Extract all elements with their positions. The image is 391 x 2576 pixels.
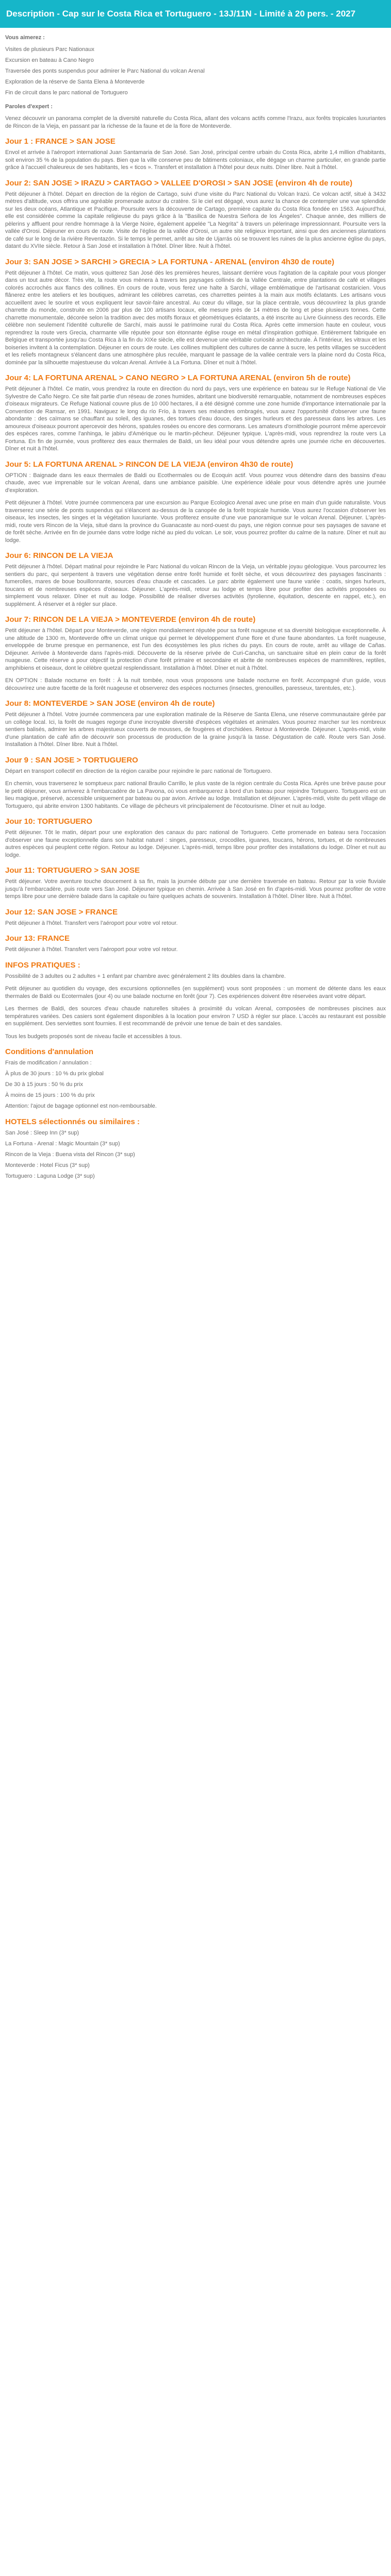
day-paragraph: Petit déjeuner à l'hôtel. Votre journée commencera par une excursion au Parque Ecologico Arenal avec une prise en main d'un guide naturaliste. Vous traverserez une série de ponts suspendus qui s'élancent au-dessus de la canopée de la forêt tropicale humide. Vous aurez l'occasion d'observer les oiseaux, les insectes, les singes et la végétation luxuriante. Vous profiterez ensuite d'une vue panoramique sur le volcan Arenal. Déjeuner. L'après-midi, route vers Rincon de la Vieja, situé dans la province du Guanacaste au nord-ouest du pays, une région connue pour ses paysages de savane et de forêt sèche. Arrivée en fin de journée dans votre lodge niché au pied du volcan. Le soir, vous pourrez profiter du calme de la nature. Dîner et nuit au lodge. bbox=[5, 500, 386, 544]
day-paragraph: Petit déjeuner à l'hôtel. Votre journée commencera par une exploration matinale de la Réserve de Santa Elena, une réserve communautaire gérée par un collège local. Ici, la forêt de nuages regorge d'une incroyable diversité d'espèces végétales et animales. Vous pourrez marcher sur les nombreux sentiers balisés, admirer les arbres majestueux couverts de mousses, de fougères et d'orchidées. Retour à Monteverde. Déjeuner. L'après-midi, visite d'une plantation de café afin de découvrir son processus de production de la graine jusqu'à la tasse. Dégustation de café. Route vers San José. Installation à l'hôtel. Dîner libre. Nuit à l'hôtel. bbox=[5, 711, 386, 748]
conditions-list bbox=[5, 1059, 386, 1110]
infos-title: INFOS PRATIQUES : bbox=[5, 960, 80, 970]
intro-heading: Vous aimerez : bbox=[5, 35, 45, 41]
day-title: Jour 11: TORTUGUERO > SAN JOSE bbox=[5, 866, 140, 875]
day-title: Jour 9 : SAN JOSE > TORTUGUERO bbox=[5, 755, 138, 765]
hotels-title: HOTELS sélectionnés ou similaires : bbox=[5, 1117, 140, 1126]
intro-bullet: Fin de circuit dans le parc national de Tortuguero bbox=[5, 90, 128, 96]
day-title: Jour 13: FRANCE bbox=[5, 934, 70, 943]
day-paragraph: Petit déjeuner à l'hôtel. Ce matin, vous prendrez la route en direction du nord du pays, vers une expérience en bateau sur le Refuge National de Vie Sylvestre de Caño Negro. Ce site fait partie d'un réseau de zones humides, abritant une biodiversité remarquable, notamment de nombreuses espèces d'oiseaux migrateurs. Ce Refuge National couvre plus de 10 000 hectares, il a été désigné comme une zone humide d'importance internationale par la Convention de Ramsar, en 1991. Naviguez le long du río Frío, à travers ses méandres ombragés, vous aurez l'opportunité d'observer une faune abondante : des caïmans se chauffant au soleil, des iguanes, des tortues d'eau douce, des singes hurleurs et des paresseux dans les arbres. Les amoureux d'oiseaux pourront apercevoir des hérons, spatules rosées ou encore des cormorans. Les amateurs d'ornithologie pourront même apercevoir des espèces rares, comme l'anhinga, le jabiru d'Amérique ou le martin-pêcheur. Déjeuner typique. L'après-midi, vous reprendrez la route vers La Fortuna. En fin de journée, vous profiterez des eaux thermales de Baldi, un lieu idéal pour vous détendre après une journée riche en découvertes. Dîner et nuit à l'hôtel. bbox=[5, 386, 386, 452]
day-paragraph: Petit déjeuner. Tôt le matin, départ pour une exploration des canaux du parc national de Tortuguero. Cette promenade en bateau sera l'occasion d'observer une faune exceptionnelle dans son habitat naturel : singes, paresseux, crocodiles, iguanes, toucans, hérons, tortues, et de nombreuses autres espèces qui peuplent cette région. Retour au lodge. Déjeuner. L'après-midi, temps libre pour profiter des installations du lodge. Dîner et nuit au lodge. bbox=[5, 829, 386, 858]
day-paragraph: OPTION : Baignade dans les eaux thermales de Baldi ou Ecothermales ou de Ecoquin actif. Vous pourrez vous détendre dans des bassins d'eau chaude, avec vue imprenable sur le volcan Arenal, dans une ambiance paisible. Une expérience idéale pour vous détendre après une journée d'exploration. bbox=[5, 472, 386, 494]
hotels-list bbox=[5, 1129, 386, 1180]
hotel-line: Monteverde : Hotel Ficus (3* sup) bbox=[5, 1162, 90, 1168]
infos-paragraph: Les thermes de Baldi, des sources d'eau chaude naturelles situées à proximité du volcan Arenal, composées de nombreuses piscines aux températures variées. Des casiers sont également disponibles à la location pour environ 7 USD à régler sur place. L'accès au restaurant est possible en supplément. Des serviettes sont fournies. Il est recommandé de prévoir une tenue de bain et des sandales. bbox=[5, 1006, 386, 1027]
day-paragraph: Petit déjeuner à l'hôtel. Départ matinal pour rejoindre le Parc National du volcan Rincon de la Vieja, un véritable joyau géologique. Vous parcourrez les sentiers du parc, qui serpentent à travers une végétation dense entre forêt humide et forêt sèche, et vous découvrirez des paysages fascinants : fumerolles, mares de boue bouillonnante, sources d'eau chaude et cascades. Le parc abrite également une faune variée : coatis, singes hurleurs, toucans et de nombreuses espèces d'oiseaux. Déjeuner. L'après-midi, retour au lodge et temps libre pour profiter des activités proposées ou simplement vous relaxer. Dîner et nuit au lodge. Possibilité de réaliser diverses activités (tyrolienne, équitation, descente en rappel, etc.), en supplément. À réserver et à régler sur place. bbox=[5, 564, 386, 607]
day-paragraph: En chemin, vous traverserez le somptueux parc national Braulio Carrillo, le plus vaste de la région centrale du Costa Rica. Après une brève pause pour le petit déjeuner, vous arriverez à l'embarcadère de La Pavona, où vous embarquerez à bord d'un bateau pour rejoindre Tortuguero. Tortuguero est un lieu magique, préservé, accessible uniquement par bateau ou par avion. Arrivée au lodge. Installation et déjeuner. L'après-midi, visite du petit village de Tortuguero, qui abrite environ 1300 habitants. Ce village de pêcheurs vit principalement de l'écotourisme. Dîner et nuit au lodge. bbox=[5, 781, 386, 809]
infos-paragraph: Tous les budgets proposés sont de niveau facile et accessibles à tous. bbox=[5, 1033, 182, 1040]
day-title: Jour 7: RINCON DE LA VIEJA > MONTEVERDE (environ 4h de route) bbox=[5, 615, 256, 624]
intro-bullet: Exploration de la réserve de Santa Elena à Monteverde bbox=[5, 79, 145, 85]
day-title: Jour 6: RINCON DE LA VIEJA bbox=[5, 551, 113, 560]
day-paragraph: Départ en transport collectif en direction de la région caraïbe pour rejoindre le parc national de Tortuguero. bbox=[5, 768, 272, 774]
hotel-line: Rincon de la Vieja : Buena vista del Rincon (3* sup) bbox=[5, 1151, 135, 1158]
paroles-heading: Paroles d'expert : bbox=[5, 104, 53, 110]
day-paragraph: Petit déjeuner à l'hôtel. Ce matin, vous quitterez San José dès les premières heures, laissant derrière vous l'agitation de la capitale pour vous plonger dans un tout autre décor. Très vite, la route vous mènera à travers les paysages collinés de la Vallée Centrale, entre plantations de café et villages colorés accrochés aux flancs des collines. En cours de route, vous ferez une halte à Sarchí, village emblématique de l'artisanat costaricien. Vous flânerez entre les ateliers et les boutiques, admirant les célèbres carretas, ces charrettes peintes à la main aux motifs éclatants. Les artisans vous accueillent avec le sourire et vous expliquent leur savoir-faire ancestral. Au cœur du village, sur la place centrale, vous découvrirez la plus grande charrette du monde, construite en 2006 par plus de 100 artisans locaux, elle mesure près de 14 mètres de long et pèse plusieurs tonnes. Cette charrette monumentale, décorée selon la tradition avec des motifs floraux et géométriques éclatants, a été inscrite au Livre Guinness des records. Elle célèbre non seulement l'identité culturelle de Sarchí, mais aussi le patrimoine rural du Costa Rica. Après cette immersion haute en couleur, vous reprendrez la route vers Grecia, charmante ville réputée pour son étonnante église rouge en métal d'inspiration gothique. Entièrement fabriquée en Belgique et transportée jusqu'au Costa Rica à la fin du XIXe siècle, elle est devenue une véritable curiosité architecturale. À l'intérieur, les vitraux et les boiseries invitent à la contemplation. Déjeuner en cours de route. Les collines multiplient des cultures de canne à sucre, les petits villages se succèdent et les reliefs montagneux s'élancent dans une atmosphère plus reculée, marquant le passage de la vallée centrale vers la plaine nord du Costa Rica, dominée par la silhouette majestueuse du volcan Arenal. Arrivée à La Fortuna. Dîner et nuit à l'hôtel. bbox=[5, 269, 386, 366]
day-paragraph: EN OPTION : Balade nocturne en forêt : À la nuit tombée, nous vous proposons une balade nocturne en forêt. Accompagné d'un guide, vous découvrirez une autre facette de la forêt nuageuse et observerez des espèces nocturnes (insectes, grenouilles, paresseux, tarentules, etc.). bbox=[5, 677, 386, 691]
day-paragraph: Envol et arrivée à l'aéroport international Juan Santamaria de San José. San José, principal centre urbain du Costa Rica, abrite 1,4 million d'habitants, soit environ 35 % de la population du pays. Bien que la ville conserve peu de bâtiments coloniaux, elle dégage un charme particulier, en grande partie grâce à l'accueil chaleureux de ses habitants, les « ticos ». Transfert et installation à l'hôtel pour deux nuits. Dîner libre. Nuit à l'hôtel. bbox=[5, 149, 386, 171]
page-title-banner bbox=[0, 0, 391, 28]
infos-paragraph: Possibilité de 3 adultes ou 2 adultes + 1 enfant par chambre avec généralement 2 lits doubles dans la chambre. bbox=[5, 973, 286, 979]
conditions-line: À plus de 30 jours : 10 % du prix global bbox=[5, 1071, 104, 1077]
day-title: Jour 10: TORTUGUERO bbox=[5, 817, 92, 826]
day-paragraph: Petit déjeuner à l'hôtel. Départ pour Monteverde, une région mondialement réputée pour sa forêt nuageuse et sa diversité biologique exceptionnelle. À une altitude de 1300 m, Monteverde offre un climat unique qui permet le développement d'une flore et d'une faune abondantes. La forêt nuageuse, enveloppée de brume presque en permanence, est l'un des écosystèmes les plus riches du pays. En cours de route, arrêt au village de Cañas. Déjeuner. Arrivée à Monteverde dans l'après-midi. Découverte de la réserve privée de Curi-Cancha, un sanctuaire situé en plein cœur de la forêt nuageuse. Cette réserve a pour objectif la protection d'une forêt primaire et secondaire et abrite de nombreuses espèces de mammifères, reptiles, amphibiens et oiseaux, dont le célèbre quetzal resplendissant. Installation à l'hôtel. Dîner et nuit à l'hôtel. bbox=[5, 628, 386, 671]
infos-paragraph: Petit déjeuner au quotidien du voyage, des excursions optionnelles (en supplément) vous sont proposées : un moment de détente dans les eaux thermales de Baldi ou Ecotermales (jour 4) ou une balade nocturne en forêt (jour 7). Ces expériences doivent être réservées avant votre départ. bbox=[5, 986, 386, 999]
main-content bbox=[0, 34, 391, 1194]
intro-bullet: Traversée des ponts suspendus pour admirer le Parc National du volcan Arenal bbox=[5, 68, 205, 74]
paroles-text: Venez découvrir un panorama complet de la diversité naturelle du Costa Rica, allant des volcans actifs comme l'Irazu, aux forêts tropicales luxuriantes de Rincon de la Vieja, en passant par la richesse de la faune et de la flore de Monteverde. bbox=[5, 115, 386, 129]
infos-list bbox=[5, 973, 386, 1041]
conditions-line: Frais de modification / annulation : bbox=[5, 1060, 92, 1066]
day-title: Jour 12: SAN JOSE > FRANCE bbox=[5, 907, 118, 917]
page-title: Description - Cap sur le Costa Rica et Tortuguero - 13J/11N - Limité à 20 pers. - 2027 bbox=[6, 9, 356, 19]
day-title: Jour 3: SAN JOSE > SARCHI > GRECIA > LA FORTUNA - ARENAL (environ 4h30 de route) bbox=[5, 257, 335, 266]
days-list bbox=[5, 137, 386, 954]
conditions-line: De 30 à 15 jours : 50 % du prix bbox=[5, 1081, 84, 1088]
day-paragraph: Petit déjeuner à l'hôtel. Transfert vers l'aéroport pour votre vol retour. bbox=[5, 920, 178, 926]
day-paragraph: Petit déjeuner à l'hôtel. Transfert vers l'aéroport pour votre vol retour. bbox=[5, 946, 178, 953]
day-title: Jour 4: LA FORTUNA ARENAL > CANO NEGRO > LA FORTUNA ARENAL (environ 5h de route) bbox=[5, 374, 351, 382]
day-paragraph: Petit déjeuner. Votre aventure touche doucement à sa fin, mais la journée débute par une dernière traversée en bateau. Retour par la voie fluviale jusqu'à l'embarcadère, puis route vers San José. Déjeuner typique en chemin. Arrivée à San José en fin d'après-midi. Vous pourrez profiter de votre temps libre pour une dernière balade dans la capitale ou faire quelques achats de souvenirs. Installation à l'hôtel. Dîner libre. Nuit à l'hôtel. bbox=[5, 878, 386, 900]
intro-bullet: Excursion en bateau à Cano Negro bbox=[5, 57, 94, 63]
hotel-line: Tortuguero : Laguna Lodge (3* sup) bbox=[5, 1173, 95, 1179]
day-title: Jour 2: SAN JOSE > IRAZU > CARTAGO > VALLEE D'OROSI > SAN JOSE (environ 4h de route) bbox=[5, 178, 353, 188]
hotel-line: San José : Sleep Inn (3* sup) bbox=[5, 1130, 79, 1136]
day-title: Jour 1 : FRANCE > SAN JOSE bbox=[5, 137, 116, 146]
day-paragraph: Petit déjeuner à l'hôtel. Départ en direction de la région de Cartago, suivi d'une visite du Parc National du Volcan Irazú. Ce volcan actif, situé à 3432 mètres d'altitude, vous offrira une agréable promenade autour du cratère. Si le ciel est dégagé, vous aurez la chance de contempler une vue splendide sur les deux océans, Atlantique et Pacifique. Poursuite vers la découverte de Cartago, première capitale du Costa Rica fondée en 1563. Aujourd'hui, elle est considérée comme la capitale religieuse du pays grâce à la "Basilica de Nuestra Señora de los Ángeles". Chaque année, des milliers de pèlerins y affluent pour rendre hommage à la Vierge Noire, également appelée "La Negrita" à travers un pèlerinage impressionnant. Poursuite vers la vallée d'Orosi. Déjeuner en cours de route. Visite de l'église de la vallée d'Orosi, un autre site religieux important, ainsi que des anciennes plantations de café sur le long de la rivière Reventazón. Si le temps le permet, arrêt au site de Ujarrás où se trouvent les ruines de la plus ancienne église du pays, datant du XVIIe siècle. Retour à San José et installation à l'hôtel. Dîner libre. Nuit à l'hôtel. bbox=[5, 191, 386, 249]
hotel-line: La Fortuna - Arenal : Magic Mountain (3* sup) bbox=[5, 1141, 120, 1147]
intro-bullet: Visites de plusieurs Parc Nationaux bbox=[5, 46, 94, 53]
conditions-line: À moins de 15 jours : 100 % du prix bbox=[5, 1092, 95, 1098]
conditions-line: Attention: l'ajout de bagage optionnel est non-remboursable. bbox=[5, 1103, 157, 1109]
conditions-title: Conditions d'annulation bbox=[5, 1047, 94, 1056]
day-title: Jour 5: LA FORTUNA ARENAL > RINCON DE LA VIEJA (environ 4h30 de route) bbox=[5, 460, 294, 469]
day-title: Jour 8: MONTEVERDE > SAN JOSE (environ 4h de route) bbox=[5, 699, 215, 708]
